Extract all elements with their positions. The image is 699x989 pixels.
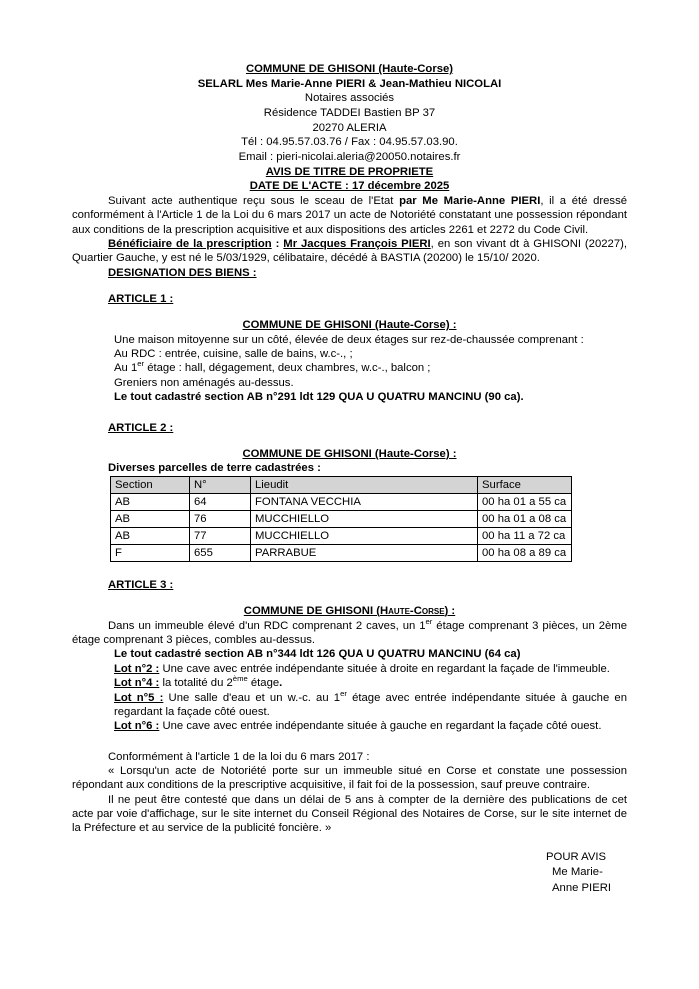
table-row (111, 527, 572, 544)
article-2-heading-text: ARTICLE 2 : (108, 421, 174, 434)
cell-section: AB (111, 510, 190, 527)
lot-2-line (72, 662, 627, 676)
article-3-cadastre: Le tout cadastré section AB n°344 ldt 126 QUA U QUATRU MANCINU (64 ca) (114, 648, 521, 661)
legal-notice-section (72, 750, 627, 836)
article-1-cadastre: Le tout cadastré section AB n°291 ldt 129 QUA U QUATRU MANCINU (90 ca). (114, 391, 524, 404)
lot-4-label: Lot n°4 : (114, 677, 160, 690)
column-header-lieudit: Lieudit (251, 476, 478, 493)
cell-surface: 00 ha 11 a 72 ca (478, 527, 572, 544)
cell-lieudit: MUCCHIELLO (251, 510, 478, 527)
cell-lieudit: FONTANA VECCHIA (251, 493, 478, 510)
designation-heading (72, 266, 627, 280)
article-3-section (72, 578, 627, 733)
signature-block (72, 850, 627, 897)
article-3-commune-wrap (244, 605, 455, 617)
article-1-desc-line-1: Une maison mitoyenne sur un côté, élevée de deux étages sur rez-de-chaussée comprenant : (114, 333, 584, 346)
document-title (72, 165, 627, 180)
cell-lieudit: MUCCHIELLO (251, 527, 478, 544)
intro-paragraph (72, 194, 627, 237)
lot-6-text: Une cave avec entrée indépendante située à gauche en regardant la façade côté ouest. (159, 720, 602, 733)
designation-heading-text: DESIGNATION DES BIENS : (108, 266, 257, 279)
cell-surface: 00 ha 01 a 08 ca (478, 510, 572, 527)
article-1-floor-sup: er (137, 359, 145, 369)
act-date (72, 179, 627, 194)
article-1-floor-b: étage : hall, dégagement, deux chambres, w.c-., balcon ; (144, 362, 431, 375)
firm-email: Email : pieri-nicolai.aleria@20050.notaires.fr (238, 151, 461, 164)
column-header-number: N° (190, 476, 251, 493)
lot-5-line (72, 688, 627, 720)
lot-2-label: Lot n°2 : (114, 662, 160, 675)
cell-surface: 00 ha 01 a 55 ca (478, 493, 572, 510)
article-1-desc-line-2: Au RDC : entrée, cuisine, salle de bains, w.c-., ; (114, 348, 353, 361)
article-3-commune (72, 604, 627, 618)
article-3-commune-smallcaps: Haute-Corse (380, 605, 445, 618)
article-1-heading-text: ARTICLE 1 : (108, 293, 174, 306)
firm-postal-city: 20270 ALERIA (312, 121, 387, 134)
firm-phone-fax: Tél : 04.95.57.03.76 / Fax : 04.95.57.03.90. (241, 136, 458, 149)
beneficiary-label: Bénéficiaire de la prescription (108, 238, 272, 251)
legal-quote-1: « Lorsqu'un acte de Notoriété porte sur un immeuble situé en Corse et constate une possession répondant aux conditions de la prescriptive acquisitive, il fait foi de la possession, sauf preuve contraire. (72, 764, 627, 792)
article-2-commune-text: COMMUNE DE GHISONI (Haute-Corse) : (242, 447, 457, 460)
signature-pour-avis: POUR AVIS (546, 850, 607, 863)
letterhead (72, 62, 627, 194)
article-1-floor-a: Au 1 (114, 362, 138, 375)
lot-4-line (72, 676, 627, 690)
article-1-section (72, 292, 627, 404)
table-row (111, 544, 572, 561)
commune-title-text: COMMUNE DE GHISONI (Haute-Corse) (245, 63, 454, 75)
act-date-text: DATE DE L'ACTE : 17 décembre 2025 (249, 180, 450, 193)
article-3-commune-a: COMMUNE DE GHISONI ( (243, 605, 380, 618)
article-2-section (72, 421, 627, 563)
intro-text-b: , il a été dressé conformément à l'Article 1 de la Loi du 6 mars 2017 un acte de Notoriété constatant une possession répondant aux conditions de la prescription acquisitive et aux dispositions des articles 2261 et 2272 du Code Civil. (72, 195, 628, 236)
lot-4-text-a: la totalité du 2 (159, 677, 233, 690)
lot-5-text-sup: er (340, 688, 347, 698)
article-1-desc-line-3 (72, 361, 627, 375)
article-3-body-sup: er (425, 617, 433, 627)
article-1-desc-line-4: Greniers non aménagés au-dessus. (114, 376, 294, 389)
lot-4-text-b: étage (247, 677, 280, 690)
lot-2-text: Une cave avec entrée indépendante située à droite en regardant la façade de l'immeuble. (159, 662, 610, 675)
article-2-heading (72, 421, 627, 435)
beneficiary-name: Mr Jacques François PIERI (283, 238, 431, 251)
parcels-table-header-row (111, 476, 572, 493)
article-3-heading (72, 578, 627, 592)
signature-notary-name: Me Marie-Anne PIERI (552, 866, 612, 894)
lot-4-text-c: . (279, 677, 283, 690)
beneficiary-paragraph (72, 237, 627, 266)
article-2-subtitle: Diverses parcelles de terre cadastrées : (108, 462, 321, 475)
cell-number: 655 (190, 544, 251, 561)
article-3-body-b: étage comprenant 3 pièces, un 2ème étage comprenant 3 pièces, combles au-dessus. (72, 619, 627, 647)
article-3-body (72, 619, 627, 648)
beneficiary-details: , en son vivant dt à GHISONI (20227), Quartier Gauche, y est né le 5/03/1929, célibataire, décédé à BASTIA (20200) le 15/10/ 2020. (72, 238, 628, 265)
parcels-table-body (111, 493, 572, 561)
lot-4-text-sup: ème (232, 674, 248, 684)
cell-number: 76 (190, 510, 251, 527)
cell-number: 64 (190, 493, 251, 510)
beneficiary-separator: : (271, 238, 284, 251)
column-header-section: Section (111, 476, 190, 493)
cell-section: F (111, 544, 190, 561)
lot-6-label: Lot n°6 : (114, 720, 160, 733)
commune-title (72, 62, 627, 77)
article-3-commune-b: ) : (444, 605, 456, 618)
article-1-commune (72, 318, 627, 332)
cell-lieudit: PARRABUE (251, 544, 478, 561)
cell-number: 77 (190, 527, 251, 544)
intro-text-a: Suivant acte authentique reçu sous le sceau de l'Etat (108, 195, 400, 208)
lot-5-label: Lot n°5 : (114, 691, 164, 704)
table-row (111, 510, 572, 527)
cell-section: AB (111, 527, 190, 544)
legal-quote-2: Il ne peut être contesté que dans un délai de 5 ans à compter de la dernière des publications de cet acte par voie d'affichage, sur le site internet du Conseil Régional des Notaires de Corse, sur le site internet de la Préfecture et au service de la publicité foncière. » (72, 793, 627, 835)
document-title-text: AVIS DE TITRE DE PROPRIETE (265, 165, 434, 178)
legal-intro: Conformément à l'article 1 de la loi du 6 mars 2017 : (108, 750, 370, 763)
cell-section: AB (111, 493, 190, 510)
article-1-commune-text: COMMUNE DE GHISONI (Haute-Corse) : (242, 319, 457, 332)
table-row (111, 493, 572, 510)
parcels-table (110, 476, 572, 563)
article-3-heading-text: ARTICLE 3 : (108, 579, 174, 592)
lot-6-line (72, 719, 627, 733)
article-2-commune (72, 447, 627, 461)
firm-name: SELARL Mes Marie-Anne PIERI & Jean-Mathieu NICOLAI (197, 77, 502, 90)
lot-5-text-a: Une salle d'eau et un w.-c. au 1 (163, 691, 341, 704)
firm-role: Notaires associés (304, 92, 395, 105)
intro-notary-bold: par Me Marie-Anne PIERI (399, 195, 541, 208)
firm-address: Résidence TADDEI Bastien BP 37 (263, 107, 436, 120)
column-header-surface: Surface (478, 476, 572, 493)
article-1-heading (72, 292, 627, 306)
lot-5-text-b: étage avec entrée indépendante située à gauche en regardant la façade côté ouest. (114, 691, 627, 718)
cell-surface: 00 ha 08 a 89 ca (478, 544, 572, 561)
parcels-table-head (111, 476, 572, 493)
article-3-body-a: Dans un immeuble élevé d'un RDC comprenant 2 caves, un 1 (108, 619, 426, 632)
